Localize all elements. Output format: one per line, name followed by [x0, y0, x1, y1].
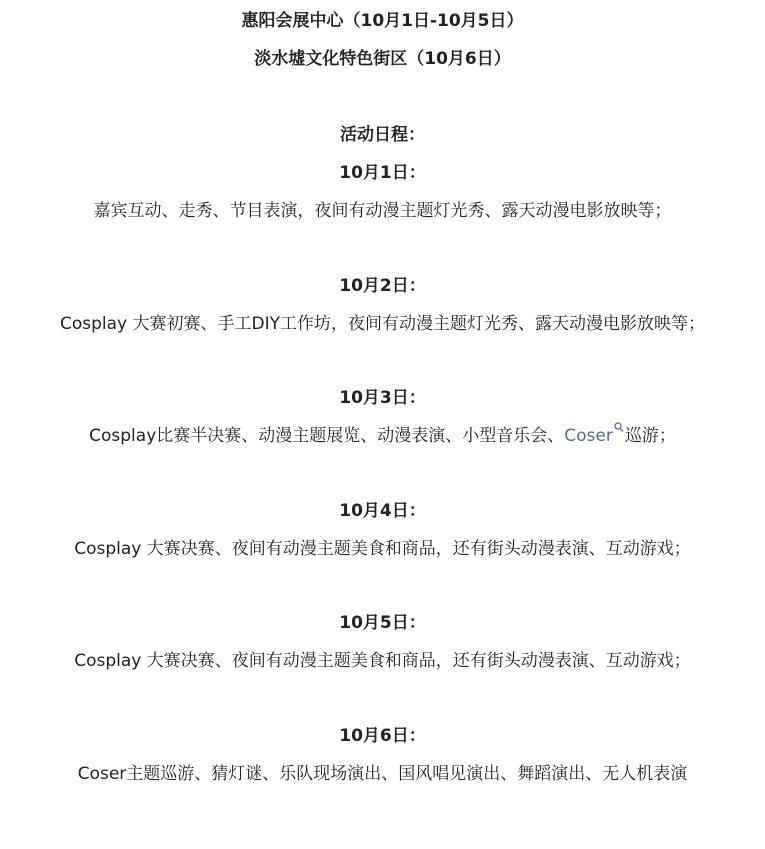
schedule-title: 活动日程：	[340, 125, 425, 145]
day-1-description: 嘉宾互动、走秀、节目表演，夜间有动漫主题灯光秀、露天动漫电影放映等；	[93, 201, 672, 221]
coser-link-text[interactable]: Coser	[564, 426, 613, 446]
day-5-date: 10月5日：	[339, 613, 426, 633]
day-1-date: 10月1日：	[339, 163, 426, 183]
day-3-description-after: 巡游；	[624, 426, 676, 446]
search-icon[interactable]	[614, 422, 624, 434]
day-2-description: Cosplay 大赛初赛、手工DIY工作坊，夜间有动漫主题灯光秀、露天动漫电影放映等；	[59, 314, 705, 334]
day-2-date: 10月2日：	[339, 276, 426, 296]
coser-search-link[interactable]	[564, 426, 625, 446]
day-4-date: 10月4日：	[339, 501, 426, 521]
day-3-description	[0, 424, 765, 448]
day-3-description-before: Cosplay比赛半决赛、动漫主题展览、动漫表演、小型音乐会、	[89, 426, 565, 446]
venue-line-1: 惠阳会展中心（10月1日-10月5日）	[241, 11, 524, 31]
day-6-description: Coser主题巡游、猜灯谜、乐队现场演出、国风唱见演出、舞蹈演出、无人机表演	[77, 764, 688, 784]
venue-line-2: 淡水墟文化特色街区（10月6日）	[254, 49, 511, 69]
day-6-date: 10月6日：	[339, 726, 426, 746]
day-4-description: Cosplay 大赛决赛、夜间有动漫主题美食和商品，还有街头动漫表演、互动游戏；	[74, 539, 691, 559]
day-3-date: 10月3日：	[339, 388, 426, 408]
day-5-description: Cosplay 大赛决赛、夜间有动漫主题美食和商品，还有街头动漫表演、互动游戏；	[74, 651, 691, 671]
